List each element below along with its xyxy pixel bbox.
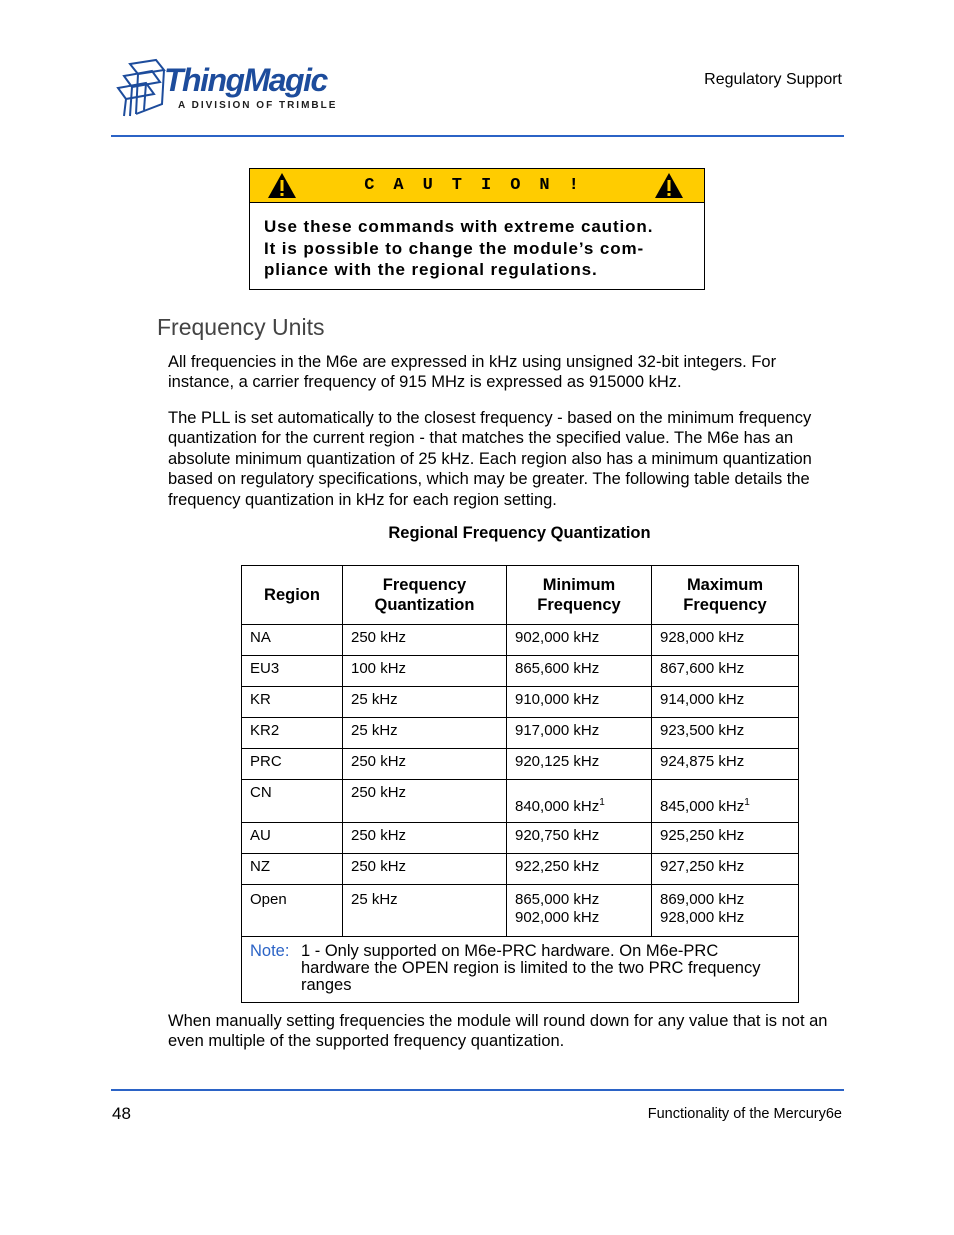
min-frequency-cell: 917,000 kHz	[507, 718, 652, 749]
min-frequency-cell: 920,750 kHz	[507, 823, 652, 854]
logo-subtitle: A DIVISION OF TRIMBLE	[178, 100, 338, 111]
table-header-row	[242, 566, 799, 625]
caution-banner	[250, 169, 704, 203]
caution-title: CAUTION!	[364, 176, 598, 195]
footnote-marker: 1	[744, 797, 750, 808]
column-header: Maximum Frequency	[652, 566, 799, 625]
quantization-cell: 250 kHz	[343, 823, 507, 854]
min-frequency-cell: 902,000 kHz	[507, 625, 652, 656]
max-frequency-cell: 867,600 kHz	[652, 656, 799, 687]
table-row	[242, 749, 799, 780]
region-cell: NA	[242, 625, 343, 656]
region-cell: NZ	[242, 854, 343, 885]
table-row	[242, 718, 799, 749]
caution-line: It is possible to change the module’s com-	[264, 238, 645, 258]
paragraph: When manually setting frequencies the module will round down for any value that is not an even multiple of the supported frequency quantization.	[168, 1012, 828, 1051]
quantization-cell: 250 kHz	[343, 854, 507, 885]
footnote-marker: 1	[599, 797, 605, 808]
running-footer: Functionality of the Mercury6e	[647, 1106, 842, 1122]
table-row	[242, 687, 799, 718]
region-cell: AU	[242, 823, 343, 854]
min-frequency-value: 902,000 kHz	[515, 909, 600, 926]
min-frequency-cell: 865,600 kHz	[507, 656, 652, 687]
min-frequency-cell	[507, 885, 652, 937]
table-note-row	[242, 937, 799, 1003]
region-cell: KR	[242, 687, 343, 718]
max-frequency-cell: 925,250 kHz	[652, 823, 799, 854]
max-frequency-cell	[652, 885, 799, 937]
max-frequency-value: 845,000 kHz	[660, 798, 745, 815]
table-row	[242, 854, 799, 885]
note-text: 1 - Only supported on M6e-PRC hardware. On M6e-PRC hardware the OPEN region is limited to the two PRC frequency ranges	[301, 942, 761, 994]
max-frequency-cell: 927,250 kHz	[652, 854, 799, 885]
table-caption: Regional Frequency Quantization	[388, 524, 651, 542]
column-header: Region	[242, 566, 343, 625]
max-frequency-cell: 923,500 kHz	[652, 718, 799, 749]
region-cell: CN	[242, 780, 343, 823]
column-header: Minimum Frequency	[507, 566, 652, 625]
max-frequency-cell: 928,000 kHz	[652, 625, 799, 656]
min-frequency-cell: 910,000 kHz	[507, 687, 652, 718]
table-note	[242, 937, 799, 1003]
max-frequency-cell: 924,875 kHz	[652, 749, 799, 780]
caution-text	[250, 203, 704, 281]
quantization-cell: 25 kHz	[343, 718, 507, 749]
thingmagic-logo	[112, 58, 338, 122]
header-rule	[111, 135, 844, 137]
running-header: Regulatory Support	[704, 71, 842, 88]
table-row	[242, 625, 799, 656]
caution-line: Use these commands with extreme caution.	[264, 217, 654, 236]
table-row	[242, 885, 799, 937]
quantization-cell: 25 kHz	[343, 687, 507, 718]
table-row	[242, 656, 799, 687]
frequency-table	[241, 565, 799, 1003]
logo-cube-icon	[112, 58, 168, 120]
table-row	[242, 823, 799, 854]
page-number: 48	[112, 1104, 131, 1123]
min-frequency-cell	[507, 780, 652, 823]
quantization-cell: 100 kHz	[343, 656, 507, 687]
quantization-cell: 250 kHz	[343, 749, 507, 780]
section-title: Frequency Units	[157, 314, 325, 340]
caution-line: pliance with the regional regulations.	[264, 260, 598, 279]
max-frequency-value: 869,000 kHz	[660, 891, 745, 908]
max-frequency-cell: 914,000 kHz	[652, 687, 799, 718]
max-frequency-value: 928,000 kHz	[660, 909, 745, 926]
quantization-cell: 250 kHz	[343, 780, 507, 823]
min-frequency-cell: 922,250 kHz	[507, 854, 652, 885]
warning-icon	[654, 172, 684, 199]
region-cell: Open	[242, 885, 343, 937]
max-frequency-cell	[652, 780, 799, 823]
note-label: Note:	[250, 942, 290, 960]
paragraph: The PLL is set automatically to the closest frequency - based on the minimum frequency quantization for the current region - that matches the specified value. The M6e has an absolute minimum quantization of 25 kHz. Each region also has a minimum quantization based on regulatory specifications, which may be greater. The following table details the frequency quantization in kHz for each region setting.	[168, 409, 812, 509]
logo-wordmark: ThingMagic	[164, 62, 327, 98]
column-header: Frequency Quantization	[343, 566, 507, 625]
caution-box	[249, 168, 705, 290]
region-cell: KR2	[242, 718, 343, 749]
footer-rule	[111, 1089, 844, 1091]
min-frequency-value: 840,000 kHz	[515, 798, 600, 815]
quantization-cell: 250 kHz	[343, 625, 507, 656]
min-frequency-value: 865,000 kHz	[515, 891, 600, 908]
table-row	[242, 780, 799, 823]
region-cell: EU3	[242, 656, 343, 687]
paragraph: All frequencies in the M6e are expressed in kHz using unsigned 32-bit integers. For instance, a carrier frequency of 915 MHz is expressed as 915000 kHz.	[168, 353, 777, 392]
quantization-cell: 25 kHz	[343, 885, 507, 937]
region-cell: PRC	[242, 749, 343, 780]
min-frequency-cell: 920,125 kHz	[507, 749, 652, 780]
